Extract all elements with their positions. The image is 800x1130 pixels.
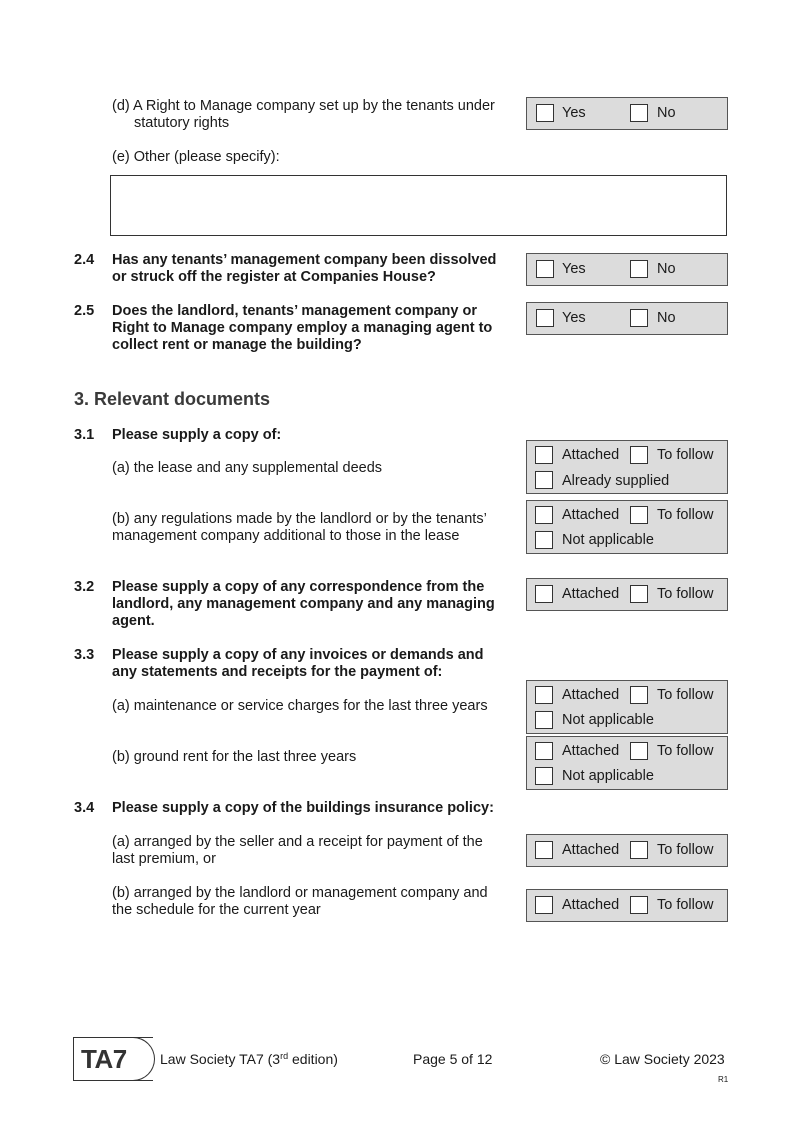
form-badge-code: TA7 [81, 1044, 127, 1074]
question-2-3e-label: (e) Other (please specify): [112, 149, 280, 165]
options-group-3-1a [526, 440, 728, 494]
question-2-5-text: Does the landlord, tenants’ management company or Right to Manage company employ a managing agent to collect rent or manage the building? [112, 303, 493, 353]
question-2-4-text: Has any tenants’ management company been dissolved or struck off the register at Companies House? [112, 252, 497, 285]
not-applicable-label: Not applicable [562, 768, 654, 784]
not-applicable-label: Not applicable [562, 712, 654, 728]
section-3-heading: 3. Relevant documents [74, 389, 271, 409]
question-number: 3.2 [74, 579, 95, 595]
to-follow-checkbox-3-2[interactable] [630, 585, 648, 603]
to-follow-checkbox-3-4a[interactable] [630, 841, 648, 859]
question-3-1b-label: (b) any regulations made by the landlord or by the tenants’ management company additional to those in the lease [112, 511, 487, 544]
options-group-3-3b [526, 736, 728, 790]
yes-checkbox-2-3d[interactable] [536, 104, 554, 122]
question-3-1a-label: (a) the lease and any supplemental deeds [112, 460, 383, 476]
question-3-1-text: Please supply a copy of: [112, 427, 282, 443]
attached-checkbox-3-3a[interactable] [535, 686, 553, 704]
question-3-4a-label: (a) arranged by the seller and a receipt for payment of the last premium, or [112, 834, 483, 867]
question-3-3-text: Please supply a copy of any invoices or demands and any statements and receipts for the payment of: [112, 647, 484, 680]
attached-checkbox-3-2[interactable] [535, 585, 553, 603]
question-number: 3.4 [74, 800, 95, 816]
yes-no-group-2-3d [526, 97, 728, 130]
not-applicable-checkbox-3-3b[interactable] [535, 767, 553, 785]
to-follow-checkbox-3-3a[interactable] [630, 686, 648, 704]
question-number: 2.5 [74, 303, 95, 319]
question-number: 2.4 [74, 252, 95, 268]
yes-checkbox-2-4[interactable] [536, 260, 554, 278]
to-follow-label: To follow [657, 586, 714, 602]
no-checkbox-2-4[interactable] [630, 260, 648, 278]
form-edition [160, 1051, 338, 1067]
yes-no-group-2-4 [526, 253, 728, 286]
revision-code: R1 [718, 1075, 729, 1084]
yes-no-group-2-5 [526, 302, 728, 335]
copyright: © Law Society 2023 [600, 1051, 725, 1067]
attached-label: Attached [562, 507, 620, 523]
no-checkbox-2-5[interactable] [630, 309, 648, 327]
no-label: No [657, 105, 676, 121]
already-supplied-checkbox-3-1a[interactable] [535, 471, 553, 489]
options-group-3-3a [526, 680, 728, 734]
question-number: 3.1 [74, 427, 95, 443]
to-follow-checkbox-3-4b[interactable] [630, 896, 648, 914]
attached-checkbox-3-1b[interactable] [535, 506, 553, 524]
question-3-3b-label: (b) ground rent for the last three years [112, 749, 357, 765]
page-number: Page 5 of 12 [413, 1051, 493, 1067]
question-number: 3.3 [74, 647, 95, 663]
yes-label: Yes [562, 310, 586, 326]
options-group-3-1b [526, 500, 728, 554]
not-applicable-label: Not applicable [562, 532, 654, 548]
to-follow-label: To follow [657, 897, 714, 913]
already-supplied-label: Already supplied [562, 473, 670, 489]
to-follow-label: To follow [657, 507, 714, 523]
to-follow-label: To follow [657, 842, 714, 858]
form-edition-pre: Law Society TA7 (3 [160, 1051, 281, 1067]
to-follow-checkbox-3-1a[interactable] [630, 446, 648, 464]
form-edition-sup: rd [280, 1051, 289, 1061]
no-label: No [657, 261, 676, 277]
to-follow-checkbox-3-3b[interactable] [630, 742, 648, 760]
question-2-3d-label: (d) A Right to Manage company set up by the tenants under statutory rights [112, 98, 495, 131]
attached-label: Attached [562, 586, 620, 602]
question-3-3a-label: (a) maintenance or service charges for the last three years [112, 698, 488, 714]
options-group-3-4a [526, 834, 728, 867]
options-group-3-4b [526, 889, 728, 922]
attached-label: Attached [562, 897, 620, 913]
attached-label: Attached [562, 447, 620, 463]
attached-checkbox-3-3b[interactable] [535, 742, 553, 760]
attached-label: Attached [562, 743, 620, 759]
to-follow-checkbox-3-1b[interactable] [630, 506, 648, 524]
attached-checkbox-3-4a[interactable] [535, 841, 553, 859]
yes-label: Yes [562, 261, 586, 277]
question-3-4-text: Please supply a copy of the buildings insurance policy: [112, 800, 494, 816]
yes-label: Yes [562, 105, 586, 121]
to-follow-label: To follow [657, 743, 714, 759]
attached-checkbox-3-1a[interactable] [535, 446, 553, 464]
attached-label: Attached [562, 842, 620, 858]
not-applicable-checkbox-3-3a[interactable] [535, 711, 553, 729]
question-3-4b-label: (b) arranged by the landlord or management company and the schedule for the current year [112, 885, 488, 918]
not-applicable-checkbox-3-1b[interactable] [535, 531, 553, 549]
options-group-3-2 [526, 578, 728, 611]
other-specify-field[interactable] [110, 175, 727, 236]
question-3-2-text: Please supply a copy of any correspondence from the landlord, any management company and any managing agent. [112, 579, 495, 629]
form-edition-post: edition) [288, 1051, 338, 1067]
to-follow-label: To follow [657, 687, 714, 703]
attached-label: Attached [562, 687, 620, 703]
no-checkbox-2-3d[interactable] [630, 104, 648, 122]
yes-checkbox-2-5[interactable] [536, 309, 554, 327]
to-follow-label: To follow [657, 447, 714, 463]
no-label: No [657, 310, 676, 326]
attached-checkbox-3-4b[interactable] [535, 896, 553, 914]
